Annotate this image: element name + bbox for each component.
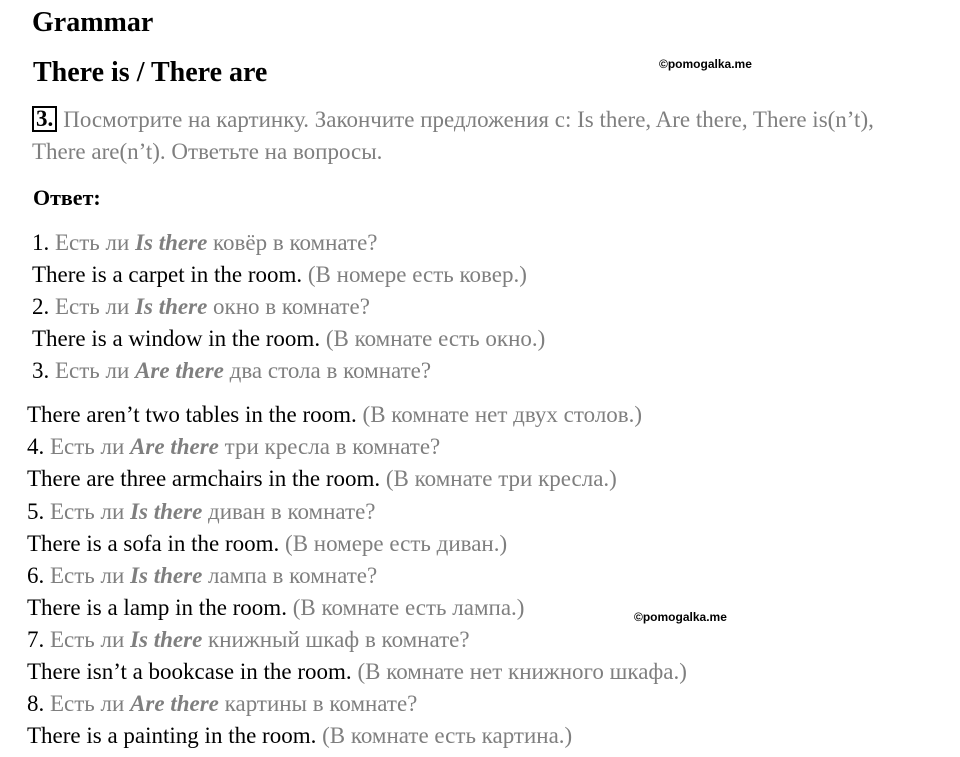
- answer-2: There is a window in the room. (В комнате есть окно.): [32, 326, 546, 351]
- watermark-2: ©pomogalka.me: [634, 610, 727, 624]
- section-subtitle: There is / There are: [33, 57, 268, 88]
- watermark: ©pomogalka.me: [659, 57, 752, 71]
- question-4: 4. Есть ли Are there три кресла в комнате?: [27, 434, 441, 459]
- answer-5: There is a sofa in the room. (В номере есть диван.): [27, 531, 508, 556]
- task-text: Посмотрите на картинку. Закончите предложения с: Is there, Are there, There is(n’t), There are(n’t). Ответьте на вопросы.: [32, 107, 874, 164]
- question-7: 7. Есть ли Is there книжный шкаф в комнате?: [27, 627, 470, 652]
- answer-8: There is a painting in the room. (В комнате есть картина.): [27, 723, 573, 748]
- answer-4: There are three armchairs in the room. (В комнате три кресла.): [27, 466, 617, 491]
- task-number: 3.: [32, 106, 57, 132]
- answer-7: There isn’t a bookcase in the room. (В комнате нет книжного шкафа.): [27, 659, 687, 684]
- answer-3: There aren’t two tables in the room. (В комнате нет двух столов.): [27, 402, 643, 427]
- question-3: 3. Есть ли Are there два стола в комнате?: [32, 358, 432, 383]
- task-instruction: [32, 104, 932, 168]
- question-2: 2. Есть ли Is there окно в комнате?: [32, 294, 370, 319]
- answer-1: There is a carpet in the room. (В номере есть ковер.): [32, 262, 527, 287]
- answer-6: There is a lamp in the room. (В комнате есть лампа.): [27, 595, 525, 620]
- question-1: 1. Есть ли Is there ковёр в комнате?: [32, 230, 378, 255]
- answer-label: Ответ:: [33, 185, 101, 210]
- question-6: 6. Есть ли Is there лампа в комнате?: [27, 563, 378, 588]
- page-title: Grammar: [32, 7, 154, 38]
- question-8: 8. Есть ли Are there картины в комнате?: [27, 691, 418, 716]
- question-5: 5. Есть ли Is there диван в комнате?: [27, 499, 376, 524]
